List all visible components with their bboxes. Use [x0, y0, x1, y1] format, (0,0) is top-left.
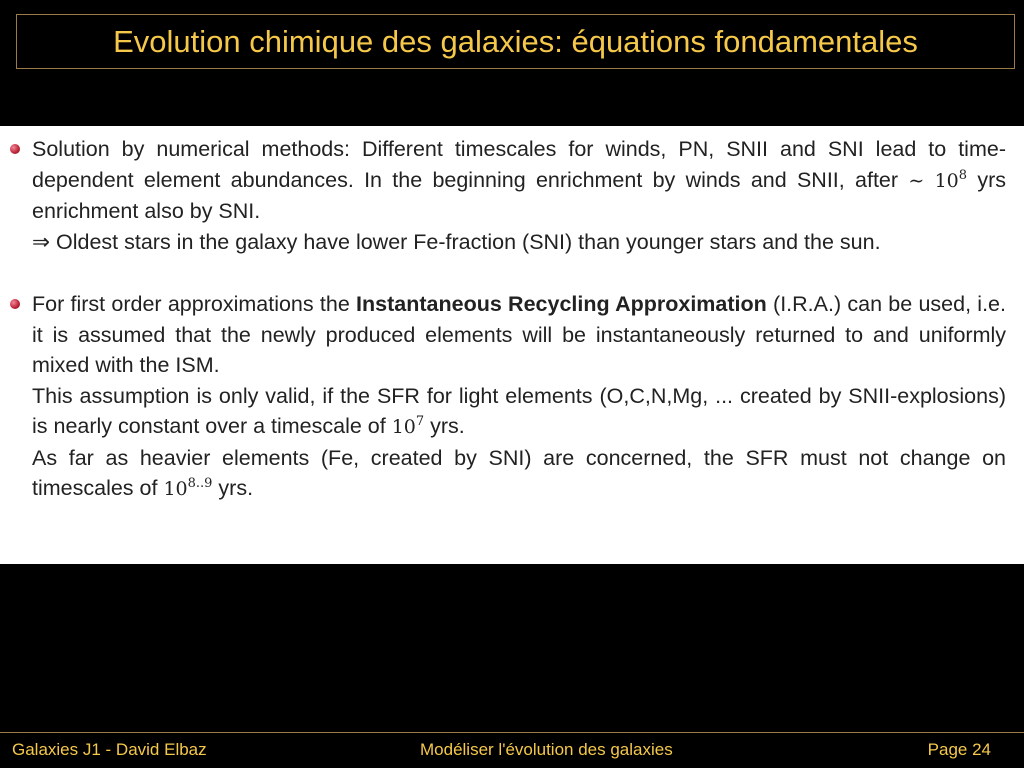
footer [0, 740, 1024, 764]
math-exponent: 8 [958, 167, 968, 183]
math-base: 10 [163, 478, 188, 500]
math-expression [163, 478, 212, 500]
footer-divider [0, 732, 1024, 733]
bullet-item [10, 134, 1006, 257]
math-exponent: 8..9 [187, 476, 213, 491]
footer-course: Modéliser l'évolution des galaxies [420, 740, 673, 759]
bullet-icon [10, 299, 20, 309]
text-run: As far as heavier elements (Fe, created by SNI) are concerned, the SFR must not change on timescales of [32, 445, 1006, 500]
text-run: This assumption is only valid, if the SFR for light elements (O,C,N,Mg, ... created by SNII-explosions) is nearly constant over a timescale of [32, 383, 1006, 438]
bullet-item [10, 289, 1006, 505]
math-expression [392, 416, 424, 438]
bullet-text [32, 134, 1006, 257]
text-run: yrs enrichment also by SNI. [32, 167, 1006, 223]
math-symbol: ∼ [908, 169, 925, 192]
slide-title: Evolution chimique des galaxies: équations fondamentales [113, 23, 918, 59]
text-run: For first order approximations the [32, 292, 357, 316]
bullet-text [32, 289, 1006, 505]
page-number: Page 24 [927, 740, 991, 759]
math-base: 10 [934, 169, 959, 192]
title-box [16, 14, 1015, 69]
slide-content [0, 126, 1024, 564]
text-run: (I.R.A.) can be used, i.e. it is assumed that the newly produced elements will be instantaneously returned to and uniformly mixed with the ISM. [32, 292, 1006, 377]
math-expression [908, 167, 968, 192]
text-run: Solution by numerical methods: Different timescales for winds, PN, SNII and SNI lead to time-dependent element abundances. In the beginning enrichment by winds and SNII, after [32, 137, 1006, 192]
implies-arrow: ⇒ [32, 229, 51, 254]
text-run: Oldest stars in the galaxy have lower Fe-fraction (SNI) than younger stars and the sun. [50, 229, 881, 254]
bold-term: Instantaneous Recycling Approximation [356, 292, 767, 316]
text-run: yrs. [424, 414, 465, 438]
math-base: 10 [391, 416, 416, 438]
text-run: yrs. [212, 476, 254, 500]
bullet-icon [10, 144, 20, 154]
math-exponent: 7 [415, 414, 425, 429]
footer-author: Galaxies J1 - David Elbaz [12, 740, 207, 759]
